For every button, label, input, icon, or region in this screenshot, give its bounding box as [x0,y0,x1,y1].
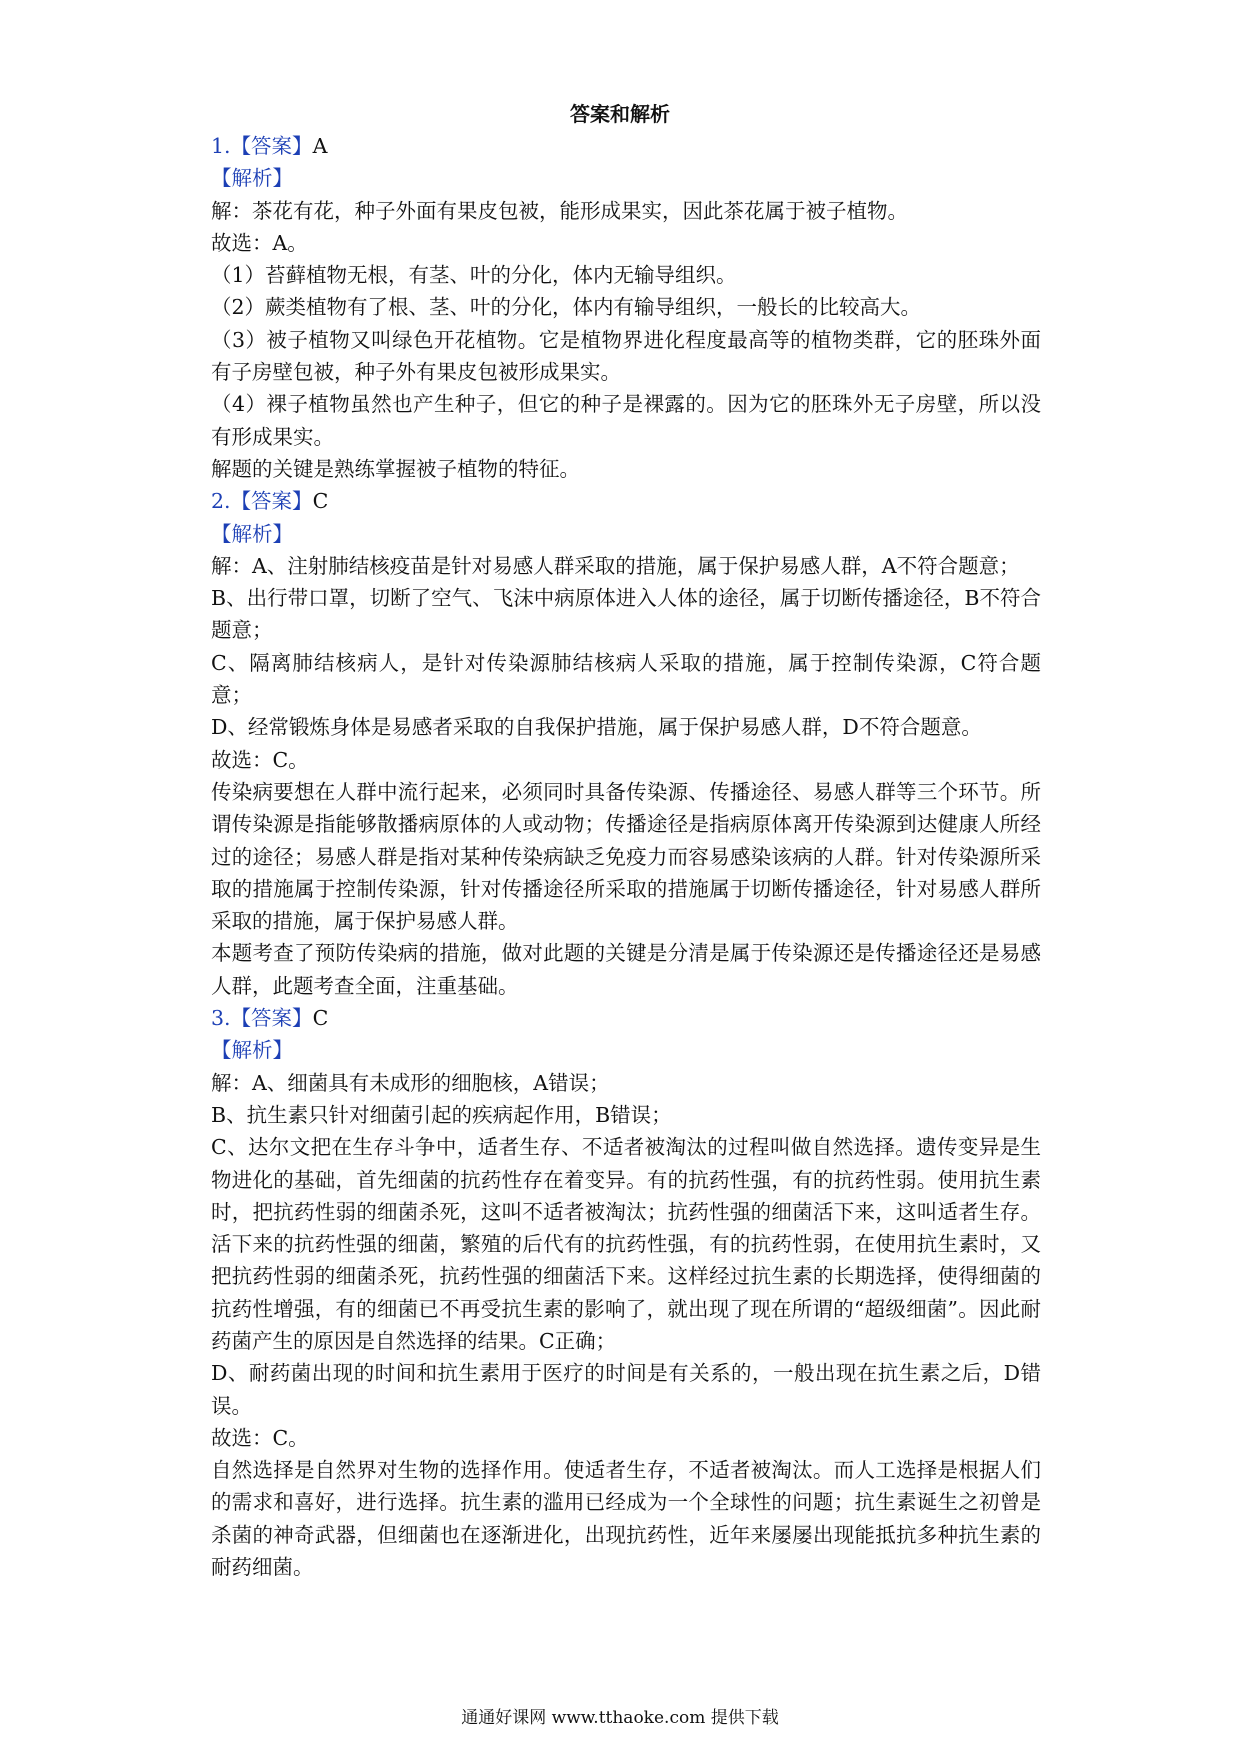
analysis-line: 解：A、细菌具有未成形的细胞核，A错误； [211,1070,610,1095]
question-2-analysis-label: 【解析】 [211,521,293,546]
analysis-line: 自然选择是自然界对生物的选择作用。使适者生存，不适者被淘汰。而人工选择是根据人们的需求和喜好，进行选择。抗生素的滥用已经成为一个全球性的问题；抗生素诞生之初曾是杀菌的神奇武器，但细菌也在逐渐进化，出现抗药性，近年来屡屡出现能抵抗多种抗生素的耐药细菌。 [211,1458,1041,1580]
analysis-line: 传染病要想在人群中流行起来，必须同时具备传染源、传播途径、易感人群等三个环节。所谓传染源是指能够散播病原体的人或动物；传播途径是指病原体离开传染源到达健康人所经过的途径；易感人群是指对某种传染病缺乏免疫力而容易感染该病的人群。针对传染源所采取的措施属于控制传染源，针对传播途径所采取的措施属于切断传播途径，针对易感人群所采取的措施，属于保护易感人群。 [211,779,1041,934]
analysis-line: 本题考查了预防传染病的措施，做对此题的关键是分清是属于传染源还是传播途径还是易感人群，此题考查全面，注重基础。 [211,941,1041,998]
analysis-line: （4）裸子植物虽然也产生种子，但它的种子是裸露的。因为它的胚珠外无子房壁，所以没有形成果实。 [211,392,1041,449]
answer-value: A [312,134,328,158]
analysis-line: D、经常锻炼身体是易感者采取的自我保护措施，属于保护易感人群，D不符合题意。 [211,715,982,740]
question-number: 2. [211,489,231,514]
analysis-line: （1）苔藓植物无根，有茎、叶的分化，体内无输导组织。 [211,263,737,288]
analysis-line: 解：A、注射肺结核疫苗是针对易感人群采取的措施，属于保护易感人群，A不符合题意； [211,553,1020,578]
question-2-answer [211,485,1041,517]
analysis-line: （3）被子植物又叫绿色开花植物。它是植物界进化程度最高等的植物类群，它的胚珠外面有子房壁包被，种子外有果皮包被形成果实。 [211,327,1041,385]
analysis-line: 故选：A。 [211,230,308,255]
question-1-answer [211,130,1041,162]
analysis-line: 解：茶花有花，种子外面有果皮包被，能形成果实，因此茶花属于被子植物。 [211,198,908,223]
page-title: 答案和解析 [570,102,670,126]
analysis-line: B、抗生素只针对细菌引起的疾病起作用，B错误； [211,1102,672,1127]
answer-value: C [312,1006,329,1031]
answer-label: 【答案】 [230,134,313,158]
question-number: 1. [211,134,231,158]
question-1-analysis-label: 【解析】 [211,166,293,191]
answer-content [211,130,1041,1583]
analysis-line: C、达尔文把在生存斗争中，适者生存、不适者被淘汰的过程叫做自然选择。遗传变异是生物进化的基础，首先细菌的抗药性存在着变异。有的抗药性强，有的抗药性弱。使用抗生素时，把抗药性弱的细菌杀死，这叫不适者被淘汰；抗药性强的细菌活下来，这叫适者生存。活下来的抗药性强的细菌，繁殖的后代有的抗药性强，有的抗药性弱，在使用抗生素时，又把抗药性弱的细菌杀死，抗药性强的细菌活下来。这样经过抗生素的长期选择，使得细菌的抗药性增强，有的细菌已不再受抗生素的影响了，就出现了现在所谓的“超级细菌”。因此耐药菌产生的原因是自然选择的结果。C正确； [211,1135,1041,1353]
analysis-line: 故选：C。 [211,747,309,772]
analysis-line: C、隔离肺结核病人，是针对传染源肺结核病人采取的措施，属于控制传染源，C符合题意； [211,650,1041,708]
answer-value: C [312,489,329,514]
answer-label: 【答案】 [230,1006,313,1031]
question-number: 3. [211,1006,231,1031]
analysis-line: D、耐药菌出现的时间和抗生素用于医疗的时间是有关系的，一般出现在抗生素之后，D错误。 [211,1361,1041,1418]
analysis-line: （2）蕨类植物有了根、茎、叶的分化，体内有输导组织，一般长的比较高大。 [211,295,922,320]
question-3-answer [211,1002,1041,1034]
question-3-analysis-label: 【解析】 [211,1038,293,1063]
analysis-line: B、出行带口罩，切断了空气、飞沫中病原体进入人体的途径，属于切断传播途径，B不符合题意； [211,586,1041,643]
analysis-line: 解题的关键是熟练掌握被子植物的特征。 [211,456,580,481]
answer-label: 【答案】 [230,489,313,514]
page-footer: 通通好课网 www.tthaoke.com 提供下载 [461,1708,779,1728]
analysis-line: 故选：C。 [211,1425,309,1450]
